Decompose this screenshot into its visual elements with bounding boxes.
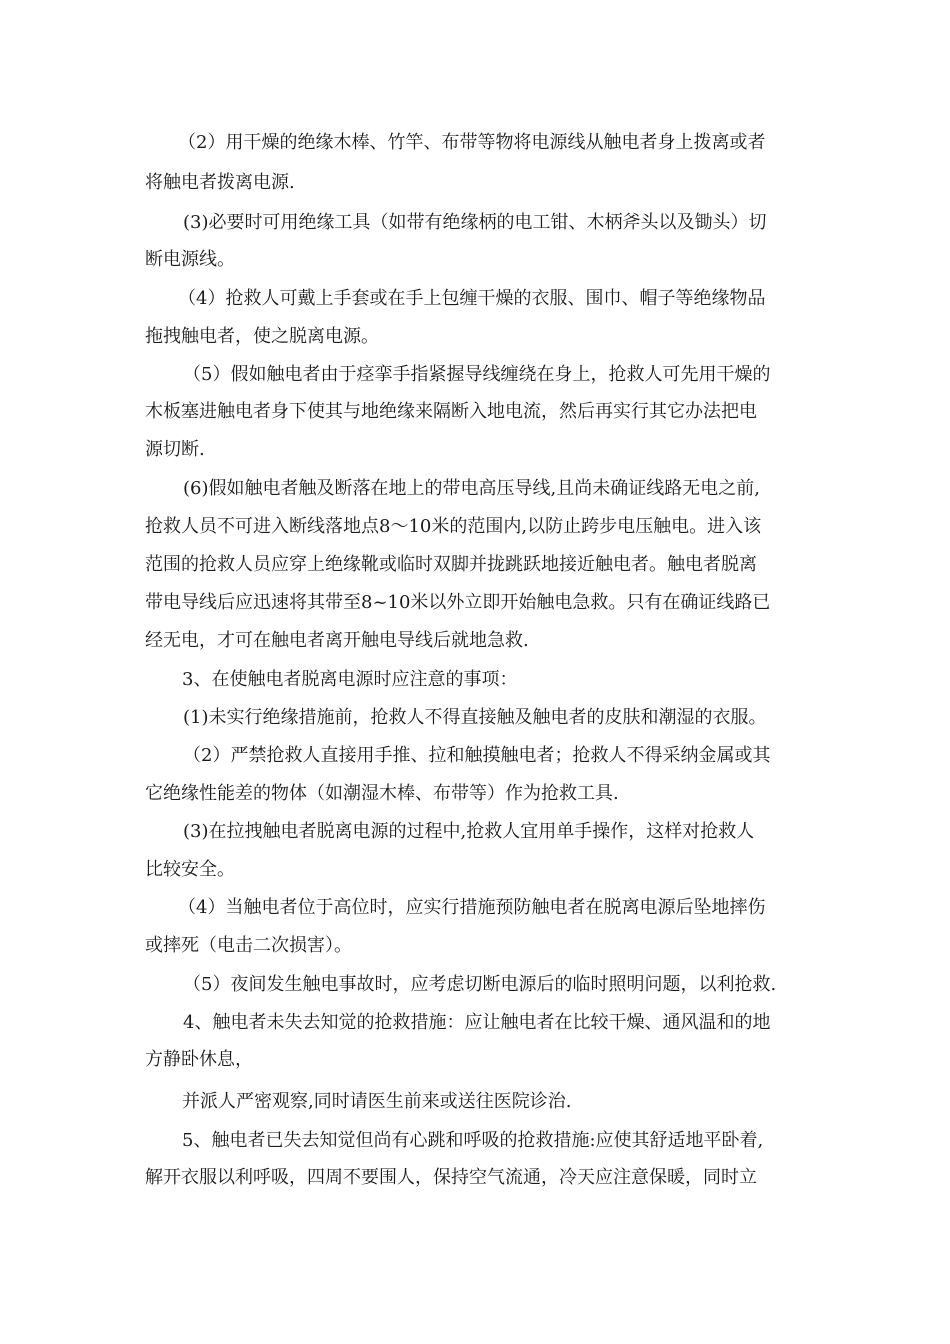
text-line-26: 并派人严密观察,同时请医生前来或送往医院诊治. — [182, 1091, 572, 1112]
text-line-6: 拖拽触电者，使之脱离电源。 — [145, 326, 379, 347]
text-line-7: （5）假如触电者由于痉挛手指紧握导线缠绕在身上，抢救人可先用干燥的 — [183, 364, 771, 385]
text-line-17: （2）严禁抢救人直接用手推、拉和触摸触电者；抢救人不得采纳金属或其 — [183, 745, 771, 766]
text-line-2: 将触电者拨离电源. — [145, 172, 295, 193]
text-line-16: (1)未实行绝缘措施前，抢救人不得直接触及触电者的皮肤和潮湿的衣服。 — [183, 707, 767, 728]
text-line-18: 它绝缘性能差的物体（如潮湿木棒、布带等）作为抢救工具. — [145, 783, 619, 804]
text-line-28: 解开衣服以利呼吸，四周不要围人，保持空气流通，冷天应注意保暖，同时立 — [145, 1167, 757, 1188]
text-line-9: 源切断. — [145, 439, 205, 460]
text-line-3: (3)必要时可用绝缘工具（如带有绝缘柄的电工钳、木柄斧头以及锄头）切 — [183, 212, 767, 233]
text-line-5: （4）抢救人可戴上手套或在手上包缠干燥的衣服、围巾、帽子等绝缘物品 — [178, 288, 766, 309]
text-line-20: 比较安全。 — [145, 859, 235, 880]
text-line-10: (6)假如触电者触及断落在地上的带电高压导线,且尚未确证线路无电之前, — [183, 478, 760, 499]
text-line-25: 方静卧休息， — [145, 1049, 253, 1070]
text-line-1: （2）用干燥的绝缘木棒、竹竿、布带等物将电源线从触电者身上拨离或者 — [178, 132, 766, 153]
text-line-24: 4、触电者未失去知觉的抢救措施：应让触电者在比较干燥、通风温和的地 — [183, 1012, 771, 1033]
text-line-23: （5）夜间发生触电事故时，应考虑切断电源后的临时照明问题，以利抢救. — [183, 974, 777, 995]
text-line-19: (3)在拉拽触电者脱离电源的过程中,抢救人宜用单手操作，这样对抢救人 — [183, 821, 755, 842]
text-line-13: 带电导线后应迅速将其带至8~10米以外立即开始触电急救。只有在确证线路已 — [145, 592, 771, 613]
text-line-22: 或摔死（电击二次损害）。 — [145, 935, 352, 956]
text-line-8: 木板塞进触电者身下使其与地绝缘来隔断入地电流，然后再实行其它办法把电 — [145, 401, 757, 422]
text-line-14: 经无电，才可在触电者离开触电导线后就地急救. — [145, 630, 529, 651]
text-line-11: 抢救人员不可进入断线落地点8～10米的范围内,以防止跨步电压触电。进入该 — [145, 516, 762, 537]
text-line-21: （4）当触电者位于高位时，应实行措施预防触电者在脱离电源后坠地摔伤 — [178, 897, 766, 918]
text-line-15: 3、在使触电者脱离电源时应注意的事项： — [182, 669, 518, 690]
text-line-12: 范围的抢救人员应穿上绝缘靴或临时双脚并拢跳跃地接近触电者。触电者脱离 — [145, 554, 757, 575]
text-line-4: 断电源线。 — [145, 249, 235, 270]
text-line-27: 5、触电者已失去知觉但尚有心跳和呼吸的抢救措施:应使其舒适地平卧着, — [182, 1130, 764, 1151]
